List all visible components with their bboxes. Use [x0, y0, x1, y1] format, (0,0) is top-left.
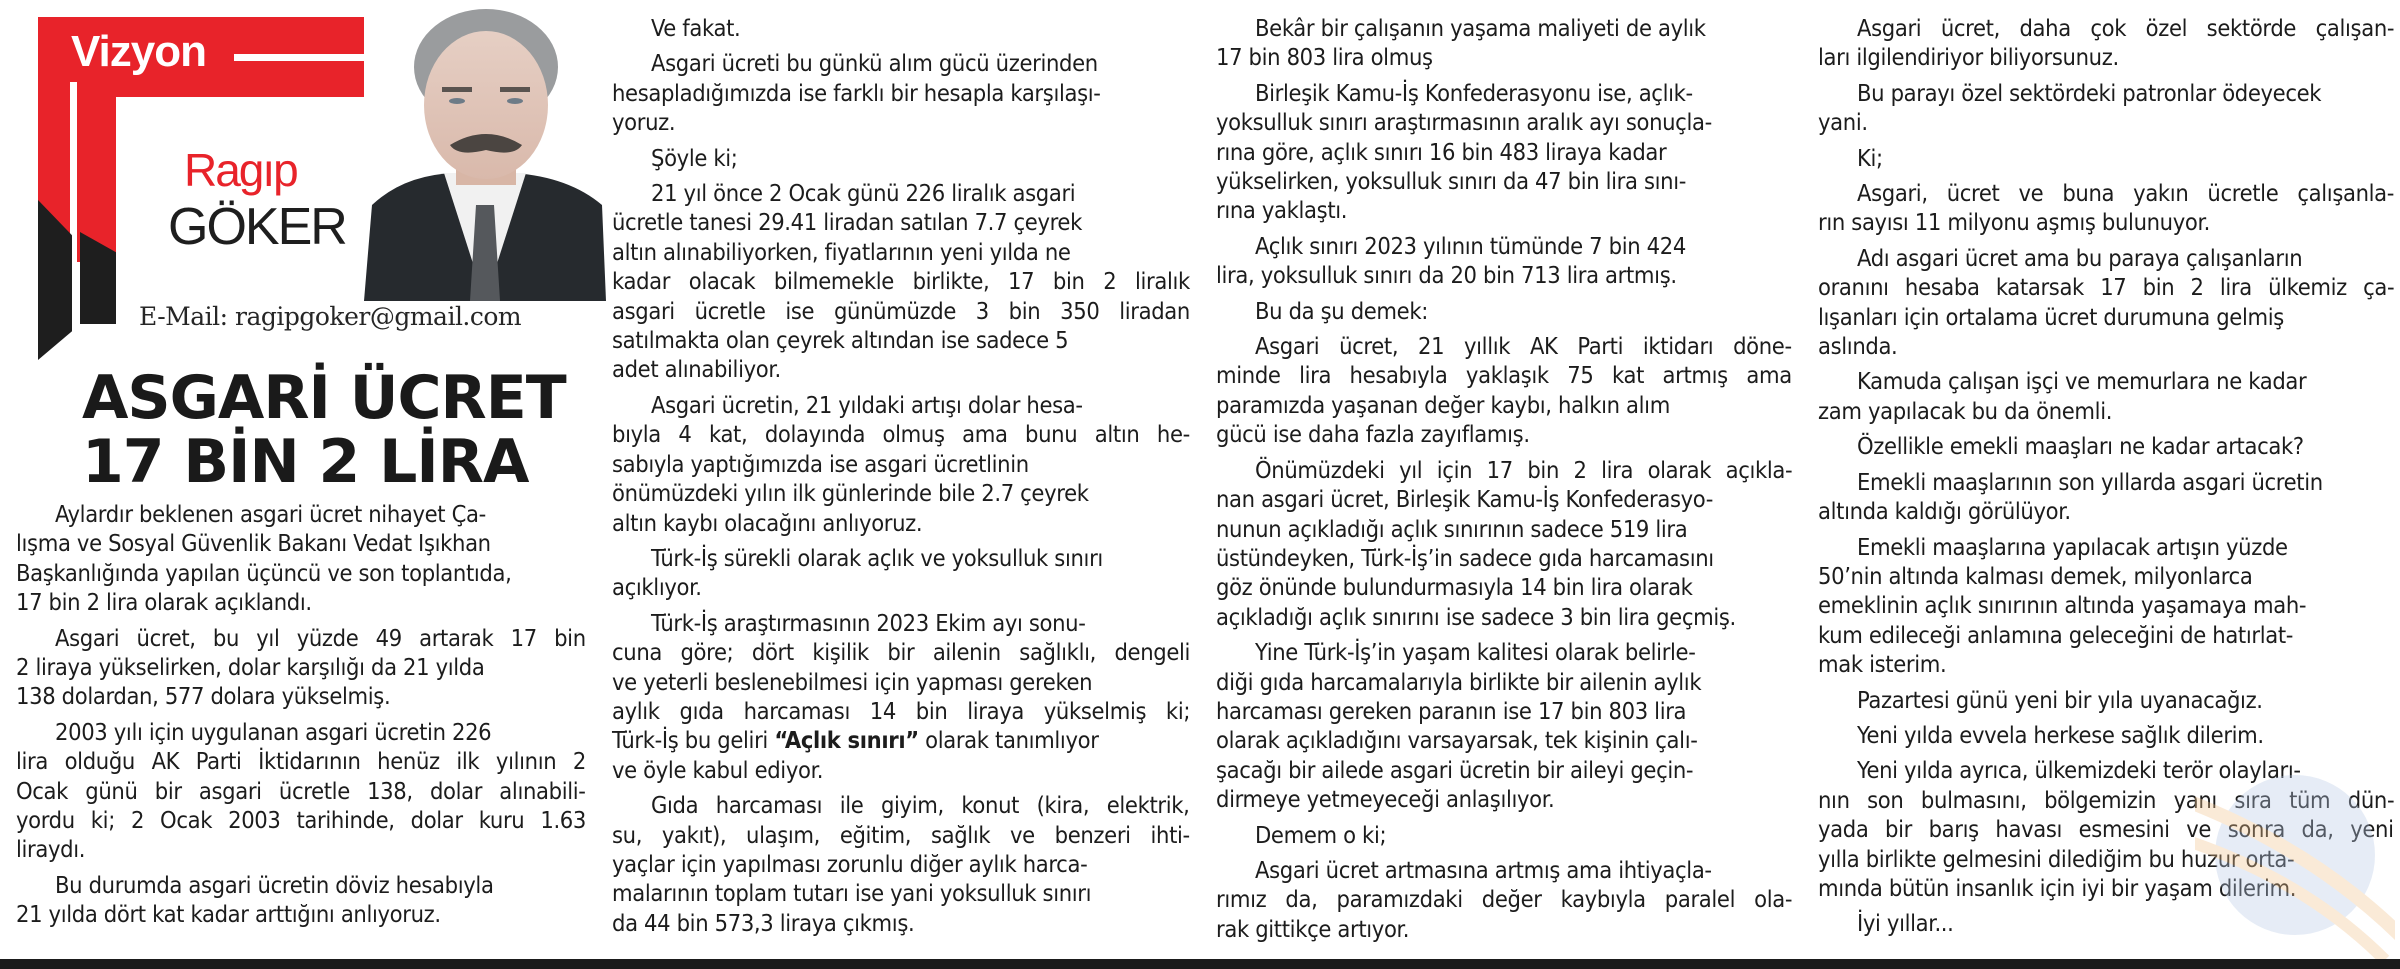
text-line: Bekâr bir çalışanın yaşama maliyeti de aylık	[1255, 14, 1706, 42]
column-1	[16, 0, 586, 929]
paragraph	[612, 609, 1190, 785]
text-line: bıyla 4 kat, dolayında olmuş ama bunu altın he-	[612, 420, 1190, 449]
text-line: 17 bin 2 lira olarak açıklandı.	[16, 588, 312, 617]
text-line: paramızda yaşanan değer kaybı, halkın alım	[1216, 390, 1670, 419]
text-line: da 44 bin 573,3 liraya çıkmış.	[612, 908, 915, 937]
paragraph	[612, 14, 1190, 43]
article-headline	[82, 363, 602, 497]
text-line: Yeni yılda ayrıca, ülkemizdeki terör olayları-	[1857, 756, 2301, 785]
paragraph	[612, 544, 1190, 603]
text-line: yoruz.	[612, 108, 676, 137]
text-line: Emekli maaşlarına yapılacak artışın yüzde	[1857, 532, 2288, 561]
text-line: yordu ki; 2 Ocak 2003 tarihinde, dolar kuru 1.63	[16, 806, 586, 835]
text-line: Yine Türk-İş’in yaşam kalitesi olarak belirle-	[1255, 638, 1696, 667]
author-first-name: Ragıp	[184, 144, 297, 196]
text-line: altında kaldığı görülüyor.	[1818, 497, 2071, 526]
text-line: mında bütün insanlık için iyi bir yaşam dilerim.	[1818, 873, 2297, 902]
text-line: Ki;	[1857, 143, 1883, 172]
text-line: yada bir barış havası esmesini ve sonra da, yeni	[1818, 815, 2394, 844]
text-line: 2003 yılı için uygulanan asgari ücretin 226	[55, 717, 492, 746]
paragraph	[1216, 856, 1792, 944]
text-line: Birleşik Kamu-İş Konfederasyonu ise, açlık-	[1255, 78, 1693, 107]
column-3	[1216, 14, 1792, 950]
text-line: şacağı bir ailede asgari ücretin bir aileyi geçin-	[1216, 755, 1694, 784]
paragraph	[612, 49, 1190, 137]
text-line: liraydı.	[16, 835, 86, 864]
paragraph	[1818, 756, 2394, 903]
paragraph	[1818, 14, 2394, 73]
paragraph	[1216, 232, 1792, 291]
text-line: yaçlar için yapılması zorunlu diğer aylık harca-	[612, 849, 1088, 878]
author-email[interactable]: E-Mail: ragipgoker@gmail.com	[139, 302, 522, 331]
paragraph	[1818, 144, 2394, 173]
text-line: harcaması gereken paranın ise 17 bin 803 lira	[1216, 696, 1687, 725]
text-line: açıkladığı açlık sınırını ise sadece 3 bin lira geçmiş.	[1216, 602, 1736, 631]
text-line: Bu durumda asgari ücretin döviz hesabıyla	[55, 870, 494, 899]
columnist-masthead	[16, 0, 606, 362]
text-line: minde lira hesabıyla yaklaşık 75 kat artmış ama	[1216, 361, 1792, 390]
paragraph	[1216, 297, 1792, 326]
text-line: ve yeterli beslenebilmesi için yapması gereken	[612, 667, 1093, 696]
text-line: Ocak günü bir asgari ücretle 138, dolar alınabili-	[16, 776, 586, 805]
paragraph	[612, 144, 1190, 173]
paragraph	[1216, 14, 1792, 73]
text-line: Asgari ücret artmasına artmış ama ihtiyaçla-	[1255, 855, 1712, 884]
text-line: göz önünde bulundurmasıyla 14 bin lira olarak	[1216, 573, 1693, 602]
text-line: Asgari ücret, daha çok özel sektörde çalışan-	[1857, 14, 2395, 42]
text-line: 17 bin 803 lira olmuş	[1216, 43, 1433, 72]
text-line: rına yaklaştı.	[1216, 196, 1348, 225]
text-line: diği gıda harcamalarıyla birlikte bir ailenin aylık	[1216, 667, 1702, 696]
text-line: yani.	[1818, 108, 1868, 137]
column-1-body	[16, 500, 586, 936]
text-line: İyi yıllar...	[1857, 909, 1954, 938]
column-2	[612, 14, 1190, 944]
text-line: Demem o ki;	[1255, 820, 1387, 849]
text-line: aylık gıda harcaması 14 bin liraya yükselmiş ki;	[612, 696, 1191, 725]
text-line: Ve fakat.	[651, 14, 741, 42]
paragraph	[1216, 456, 1792, 632]
text-line: asgari ücretle ise günümüzde 3 bin 350 liradan	[612, 296, 1190, 325]
text-line: Türk-İş sürekli olarak açlık ve yoksulluk sınırı	[651, 543, 1103, 572]
text-line: su, yakıt), ulaşım, eğitim, sağlık ve benzeri ihti-	[612, 820, 1190, 849]
text-line: Yeni yılda evvela herkese sağlık dilerim.	[1857, 720, 2264, 749]
author-portrait-illustration	[364, 5, 606, 301]
paragraph	[1818, 721, 2394, 750]
text-line: oranını hesaba katarsak 17 bin 2 lira ülkemiz ça-	[1818, 273, 2395, 302]
paragraph	[1216, 821, 1792, 850]
text-line: Türk-İş araştırmasının 2023 Ekim ayı sonu-	[651, 608, 1086, 637]
paragraph	[1818, 79, 2394, 138]
paragraph	[1818, 533, 2394, 680]
text-line: lira, yoksulluk sınırı da 20 bin 713 lira artmış.	[1216, 261, 1677, 290]
text-line: ücretle tanesi 29.41 liradan satılan 7.7 çeyrek	[612, 208, 1082, 237]
text-line: altın alınabiliyorken, fiyatlarının yeni yılda ne	[612, 237, 1071, 266]
text-line: Bu parayı özel sektördeki patronlar ödeyecek	[1857, 78, 2322, 107]
paragraph	[1818, 244, 2394, 362]
text-line: 138 dolardan, 577 dolara yükselmiş.	[16, 682, 391, 711]
text-line: satılmakta olan çeyrek altından ise sadece 5	[612, 326, 1069, 355]
text-line: Asgari ücret, bu yıl yüzde 49 artarak 17 bin	[55, 623, 586, 652]
text-line: hesapladığımızda ise farklı bir hesapla karşılaşı-	[612, 78, 1101, 107]
paragraph	[1818, 367, 2394, 426]
text-line: Asgari ücretin, 21 yıldaki artışı dolar hesa-	[651, 390, 1083, 419]
text-line: lışanları için ortalama ücret durumuna gelmiş	[1818, 302, 2284, 331]
text-line: Başkanlığında yapılan üçüncü ve son toplantıda,	[16, 558, 512, 587]
text-line: emeklinin açlık sınırının altında yaşamaya mah-	[1818, 591, 2307, 620]
page-bottom-rule	[0, 959, 2400, 969]
text-line: üstündeyken, Türk-İş’in sadece gıda harcamasını	[1216, 543, 1714, 572]
text-line: Önümüzdeki yıl için 17 bin 2 lira olarak açıkla-	[1255, 455, 1793, 484]
text-line: nunun açıkladığı açlık sınırının sadece 519 lira	[1216, 514, 1688, 543]
text-line: yılla birlikte gelmesini dilediğim bu huzur orta-	[1818, 844, 2295, 873]
text-line: olarak açıkladığını varsayarsak, tek kişinin çalı-	[1216, 726, 1698, 755]
text-line: sabıyla yaptığımızda ise asgari ücretlinin	[612, 449, 1029, 478]
text-line: Gıda harcaması ile giyim, konut (kira, elektrik,	[651, 791, 1190, 820]
text-line: rak gittikçe artıyor.	[1216, 914, 1410, 943]
text-line: önümüzdeki yılın ilk günlerinde bile 2.7 çeyrek	[612, 479, 1089, 508]
text-line: Özellikle emekli maaşları ne kadar artacak?	[1857, 432, 2304, 461]
text-line: Adı asgari ücret ama bu paraya çalışanların	[1857, 243, 2303, 272]
emphasis: “Açlık sınırı”	[774, 726, 919, 755]
text-line: dirmeye yetmeyeceği anlaşılıyor.	[1216, 785, 1555, 814]
paragraph	[1216, 638, 1792, 814]
text-line: 2 liraya yükselirken, dolar karşılığı da 21 yılda	[16, 653, 485, 682]
paragraph	[1818, 909, 2394, 938]
headline-line-1: ASGARİ ÜCRET	[82, 363, 566, 433]
paragraph	[1818, 468, 2394, 527]
text-line: Bu da şu demek:	[1255, 296, 1429, 325]
text-line: lışma ve Sosyal Güvenlik Bakanı Vedat Işıkhan	[16, 529, 491, 558]
text-line: lira olduğu AK Parti İktidarının henüz ilk yılının 2	[16, 747, 586, 776]
text-line: Şöyle ki;	[651, 143, 738, 172]
text-line: aslında.	[1818, 332, 1898, 361]
text-line: Asgari ücreti bu günkü alım gücü üzerinden	[651, 49, 1098, 78]
text-line: Asgari ücret, 21 yıllık AK Parti iktidarı döne-	[1255, 332, 1792, 361]
text-line: kum edileceği anlamına geleceğini de hatırlat-	[1818, 620, 2294, 649]
paragraph	[612, 179, 1190, 385]
text-line: Emekli maaşlarının son yıllarda asgari ücretin	[1857, 467, 2323, 496]
paragraph	[1818, 432, 2394, 461]
text-line: Pazartesi günü yeni bir yıla uyanacağız.	[1857, 685, 2263, 714]
paragraph	[16, 871, 586, 930]
paragraph	[612, 791, 1190, 938]
paragraph	[16, 718, 586, 865]
paragraph	[1216, 79, 1792, 226]
headline-line-2: 17 BİN 2 LİRA	[82, 427, 529, 497]
text-line: Asgari, ücret ve buna yakın ücretle çalışanla-	[1857, 179, 2395, 208]
text-line: malarının toplam tutarı ise yani yoksulluk sınırı	[612, 879, 1092, 908]
text-line: rın sayısı 11 milyonu aşmış bulunuyor.	[1818, 208, 2211, 237]
text-line: rına göre, açlık sınırı 16 bin 483 liraya kadar	[1216, 137, 1667, 166]
paragraph	[1818, 179, 2394, 238]
paragraph	[16, 624, 586, 712]
text-line: adet alınabiliyor.	[612, 355, 781, 384]
text-line: 50’nin altında kalması demek, milyonlarca	[1818, 561, 2253, 590]
text-line: 21 yıl önce 2 Ocak günü 226 liralık asgari	[651, 179, 1076, 208]
text-line: nan asgari ücret, Birleşik Kamu-İş Konfederasyo-	[1216, 485, 1714, 514]
paragraph	[612, 391, 1190, 538]
text-line: ve öyle kabul ediyor.	[612, 755, 824, 784]
text-line: açıklıyor.	[612, 573, 702, 602]
text-line: altın kaybı olacağını anlıyoruz.	[612, 508, 923, 537]
text-line: 21 yılda dört kat kadar arttığını anlıyoruz.	[16, 900, 441, 929]
paragraph	[1818, 686, 2394, 715]
text-line: Açlık sınırı 2023 yılının tümünde 7 bin 424	[1255, 231, 1686, 260]
text-line: mak isterim.	[1818, 650, 1947, 679]
paragraph	[16, 500, 586, 618]
author-last-name: GÖKER	[168, 198, 346, 256]
text-line: zam yapılacak bu da önemli.	[1818, 396, 2113, 425]
text-line: rımız da, paramızdaki değer kaybıyla paralel ola-	[1216, 885, 1793, 914]
text-line: nın son bulmasını, bölgemizin yanı sıra tüm dün-	[1818, 785, 2395, 814]
text-line: gücü ise daha fazla zayıflamış.	[1216, 420, 1530, 449]
author-photo	[364, 5, 606, 301]
text-line: kadar olacak bilmemekle birlikte, 17 bin 2 liralık	[612, 267, 1190, 296]
text-line: ları ilgilendiriyor biliyorsunuz.	[1818, 43, 2119, 72]
text-line: Aylardır beklenen asgari ücret nihayet Ça-	[55, 500, 486, 528]
paragraph	[1216, 332, 1792, 450]
text-line: yükselirken, yoksulluk sınırı da 47 bin lira sını-	[1216, 167, 1687, 196]
section-label: Vizyon	[71, 27, 207, 76]
text-line: cuna göre; dört kişilik bir ailenin sağlıklı, dengeli	[612, 638, 1191, 667]
text-line: Türk-İş bu geliri “Açlık sınırı” olarak tanımlıyor	[612, 726, 1099, 755]
text-line: Kamuda çalışan işçi ve memurlara ne kadar	[1857, 367, 2307, 396]
text-line: yoksulluk sınırı araştırmasının aralık ayı sonuçla-	[1216, 108, 1712, 137]
column-4	[1818, 14, 2394, 945]
